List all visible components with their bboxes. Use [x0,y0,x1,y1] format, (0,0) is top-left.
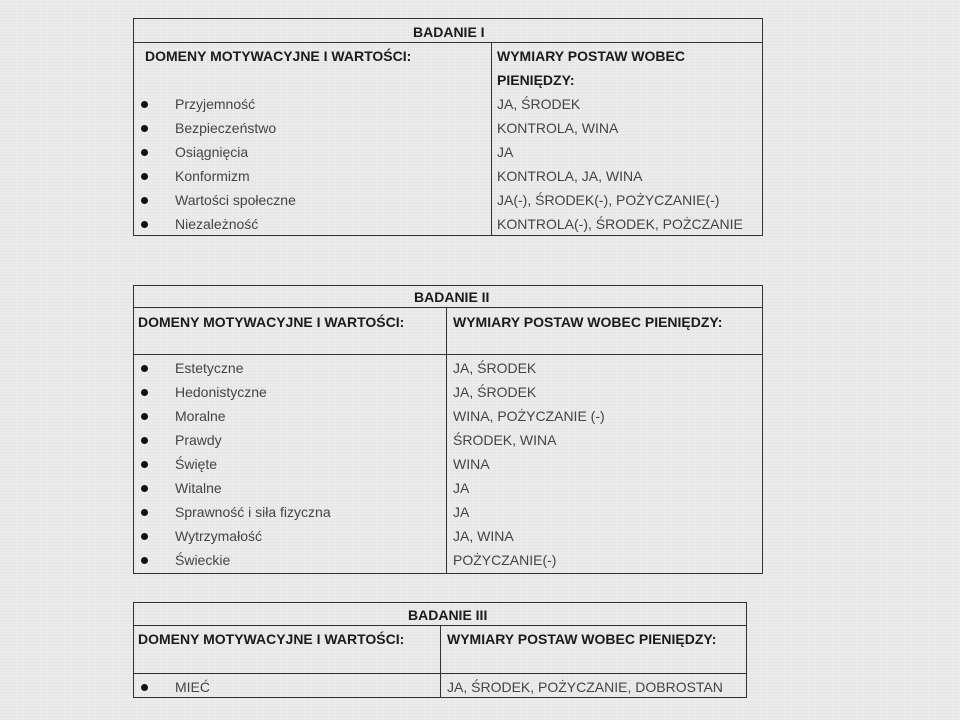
attitude-cell: JA [453,480,470,496]
study-1-right-header-line2: PIENIĘDZY: [497,72,575,88]
bullet-icon [141,557,148,564]
domain-cell: Estetyczne [175,360,244,376]
attitude-cell: KONTROLA(-), ŚRODEK, POŻCZANIE [497,216,743,232]
domain-cell: Hedonistyczne [175,384,267,400]
attitude-cell: KONTROLA, WINA [497,120,619,136]
domain-cell: Moralne [175,408,226,424]
bullet-icon [141,485,148,492]
bullet-icon [141,509,148,516]
bullet-icon [141,389,148,396]
bullet-icon [141,461,148,468]
domain-cell: Wartości społeczne [175,192,296,208]
domain-cell: Świeckie [175,552,231,568]
study-2-left-header: DOMENY MOTYWACYJNE I WARTOŚCI: [138,314,405,330]
bullet-icon [141,197,148,204]
study-2-header-divider [133,354,763,355]
attitude-cell: JA, ŚRODEK [497,96,581,112]
study-3-column-divider [440,625,441,698]
domain-cell: Święte [175,456,218,472]
attitude-cell: JA [497,144,514,160]
study-2-column-divider [446,307,447,574]
attitude-cell: JA, ŚRODEK [453,384,537,400]
study-1-left-header: DOMENY MOTYWACYJNE I WARTOŚCI: [145,48,412,64]
bullet-icon [141,437,148,444]
attitude-cell: POŻYCZANIE(-) [453,552,557,568]
domain-cell: Bezpieczeństwo [175,120,277,136]
study-2-title: BADANIE II [414,289,490,305]
attitude-cell: KONTROLA, JA, WINA [497,168,643,184]
attitude-cell: JA(-), ŚRODEK(-), POŻYCZANIE(-) [497,192,720,208]
domain-cell: Przyjemność [175,96,256,112]
attitude-cell: WINA [453,456,490,472]
attitude-cell: WINA, POŻYCZANIE (-) [453,408,605,424]
study-2-right-header: WYMIARY POSTAW WOBEC PIENIĘDZY: [453,314,723,330]
study-3-left-header: DOMENY MOTYWACYJNE I WARTOŚCI: [138,631,405,647]
study-1-column-divider [491,42,492,236]
study-3-title: BADANIE III [408,607,488,623]
domain-cell: Sprawność i siła fizyczna [175,504,331,520]
attitude-cell: JA, ŚRODEK, POŻYCZANIE, DOBROSTAN [447,679,723,695]
domain-cell: Wytrzymałość [175,528,262,544]
attitude-cell: JA, ŚRODEK [453,360,537,376]
bullet-icon [141,221,148,228]
study-1-title-divider [133,42,763,43]
bullet-icon [141,149,148,156]
bullet-icon [141,533,148,540]
domain-cell: Niezależność [175,216,259,232]
attitude-cell: JA [453,504,470,520]
domain-cell: Witalne [175,480,222,496]
attitude-cell: ŚRODEK, WINA [453,432,557,448]
bullet-icon [141,173,148,180]
domain-cell: Prawdy [175,432,222,448]
study-1-right-header-line1: WYMIARY POSTAW WOBEC [497,48,685,64]
attitude-cell: JA, WINA [453,528,514,544]
bullet-icon [141,413,148,420]
domain-cell: Konformizm [175,168,250,184]
bullet-icon [141,125,148,132]
bullet-icon [141,684,148,691]
study-2-title-divider [133,307,763,308]
bullet-icon [141,365,148,372]
study-1-title: BADANIE I [413,24,485,40]
domain-cell: MIEĆ [175,679,210,695]
domain-cell: Osiągnięcia [175,144,249,160]
study-3-right-header: WYMIARY POSTAW WOBEC PIENIĘDZY: [447,631,717,647]
bullet-icon [141,101,148,108]
